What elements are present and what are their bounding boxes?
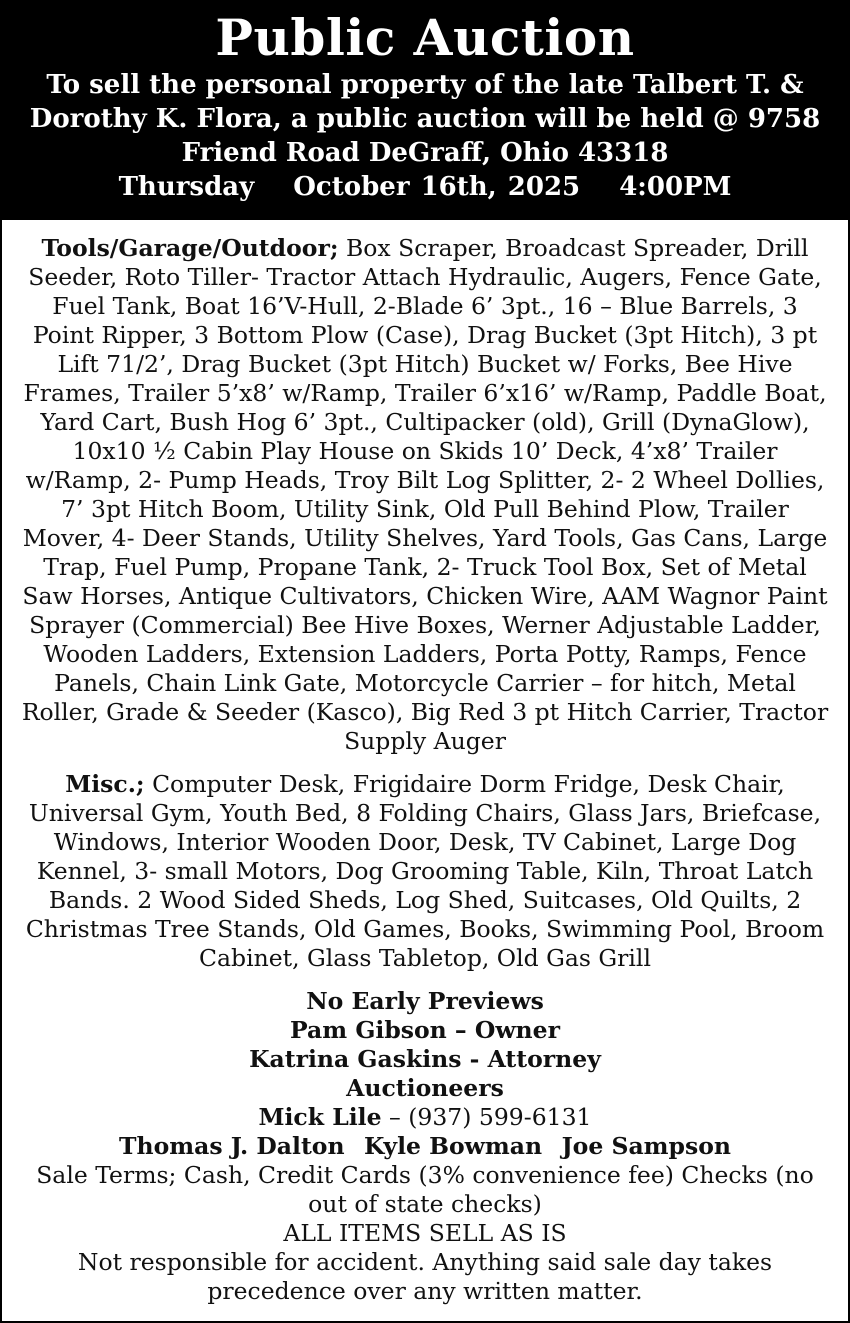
lead-auctioneer-phone: – (937) 599-6131 <box>389 1103 592 1131</box>
auctioneer-name: Kyle Bowman <box>364 1132 543 1160</box>
tools-items: Box Scraper, Broadcast Spreader, Drill Seeder, Roto Tiller- Tractor Attach Hydraulic, Augers, Fence Gate, Fuel Tank, Boat 16’V-Hull, 2-Blade 6’ 3pt., 16 – Blue Barrels, 3 Point Ripper, 3 Bottom Plow (Case), Drag Bucket (3pt Hitch), 3 pt Lift 71/2’, Drag Bucket (3pt Hitch) Bucket w/ Forks, Bee Hive Frames, Trailer 5’x8’ w/Ramp, Trailer 6’x16’ w/Ramp, Paddle Boat, Yard Cart, Bush Hog 6’ 3pt., Cultipacker (old), Grill (DynaGlow), 10x10 ½ Cabin Play House on Skids 10’ Deck, 4’x8’ Trailer w/Ramp, 2- Pump Heads, Troy Bilt Log Splitter, 2- 2 Wheel Dollies, 7’ 3pt Hitch Boom, Utility Sink, Old Pull Behind Plow, Trailer Mover, 4- Deer Stands, Utility Shelves, Yard Tools, Gas Cans, Large Trap, Fuel Pump, Propane Tank, 2- Truck Tool Box, Set of Metal Saw Horses, Antique Cultivators, Chicken Wire, AAM Wagnor Paint Sprayer (Commercial) Bee Hive Boxes, Werner Adjustable Ladder, Wooden Ladders, Extension Ladders, Porta Potty, Ramps, Fence Panels, Chain Link Gate, Motorcycle Carrier – for hitch, Metal Roller, Grade & Seeder (Kasco), Big Red 3 pt Hitch Carrier, Tractor Supply Auger <box>21 234 829 755</box>
intro-text: To sell the personal property of the late Talbert T. & Dorothy K. Flora, a public auction will be held @ 9758 Friend Road DeGraff, Ohio 43318 <box>29 70 821 168</box>
no-previews: No Early Previews <box>306 987 544 1015</box>
disclaimer: Not responsible for accident. Anything said sale day takes precedence over any written matter. <box>77 1248 773 1305</box>
auction-day: Thursday <box>118 172 255 202</box>
header-banner <box>2 2 848 220</box>
owner-line: Pam Gibson – Owner <box>290 1016 560 1044</box>
auctioneer-name: Joe Sampson <box>561 1132 731 1160</box>
auction-date: October 16th, 2025 <box>293 172 581 202</box>
auction-time: 4:00PM <box>619 172 732 202</box>
lead-auctioneer-name: Mick Lile <box>258 1103 382 1131</box>
listing-body <box>2 220 848 1306</box>
tools-label: Tools/Garage/Outdoor; <box>41 234 339 262</box>
auctioneers-heading: Auctioneers <box>346 1074 504 1102</box>
misc-items: Computer Desk, Frigidaire Dorm Fridge, Desk Chair, Universal Gym, Youth Bed, 8 Folding Chairs, Glass Jars, Briefcase, Windows, Interior Wooden Door, Desk, TV Cabinet, Large Dog Kennel, 3- small Motors, Dog Grooming Table, Kiln, Throat Latch Bands. 2 Wood Sided Sheds, Log Shed, Suitcases, Old Quilts, 2 Christmas Tree Stands, Old Games, Books, Swimming Pool, Broom Cabinet, Glass Tabletop, Old Gas Grill <box>25 770 825 972</box>
misc-label: Misc.; <box>65 770 145 798</box>
footer-block <box>20 987 830 1306</box>
date-line <box>12 170 838 204</box>
as-is-notice: ALL ITEMS SELL AS IS <box>283 1219 567 1247</box>
auctioneer-name: Thomas J. Dalton <box>119 1132 345 1160</box>
page-title: Public Auction <box>215 8 635 67</box>
attorney-line: Katrina Gaskins - Attorney <box>249 1045 601 1073</box>
lead-auctioneer <box>20 1103 830 1132</box>
misc-section <box>20 770 830 973</box>
tools-section <box>20 234 830 756</box>
sale-terms: Sale Terms; Cash, Credit Cards (3% convenience fee) Checks (no out of state checks) <box>36 1161 814 1218</box>
auctioneer-names <box>20 1132 830 1161</box>
